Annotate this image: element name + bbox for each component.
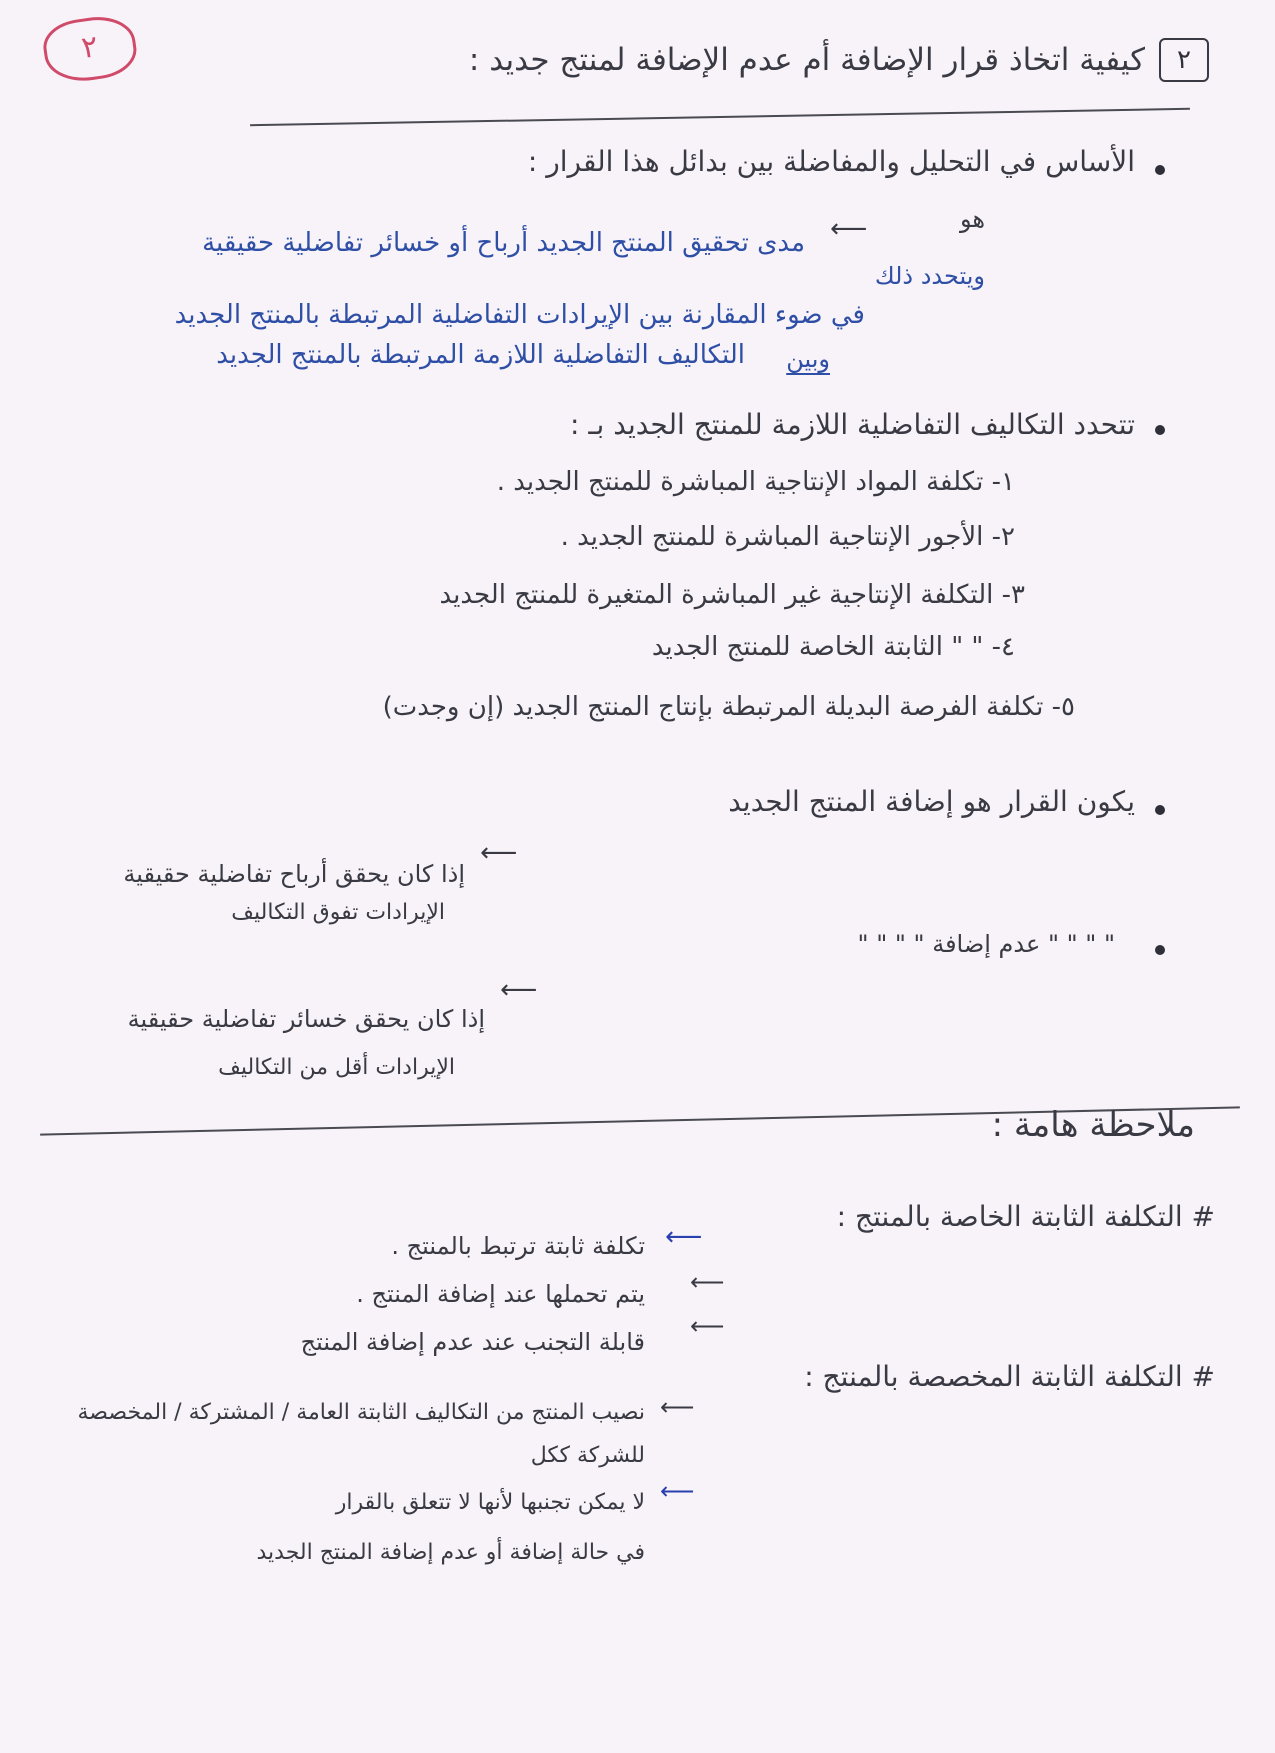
- arrow-left-icon: ⟵: [830, 214, 868, 244]
- arrow-left-icon: ⟵: [500, 975, 538, 1005]
- fixed-allocated-item-2a: لا يمكن تجنبها لأنها لا تتعلق بالقرار: [335, 1490, 645, 1515]
- decision-add: يكون القرار هو إضافة المنتج الجديد: [728, 785, 1135, 818]
- bullet: [1155, 945, 1165, 955]
- fixed-allocated-item-2b: في حالة إضافة أو عدم إضافة المنتج الجديد: [256, 1540, 645, 1565]
- fixed-specific-heading: # التكلفة الثابتة الخاصة بالمنتج :: [836, 1200, 1215, 1233]
- basis-detail: مدى تحقيق المنتج الجديد أرباح أو خسائر تفاضلية حقيقية: [202, 228, 805, 258]
- costs-item-5: ٥- تكلفة الفرصة البديلة المرتبطة بإنتاج المنتج الجديد (إن وجدت): [382, 692, 1075, 722]
- bullet: [1155, 805, 1165, 815]
- arrow-left-icon: ⟵: [690, 1312, 725, 1340]
- basis-arrow-word: هو: [959, 205, 985, 233]
- fixed-specific-item-2: يتم تحملها عند إضافة المنتج .: [356, 1280, 645, 1308]
- decision-add-condition: إذا كان يحقق أرباح تفاضلية حقيقية: [123, 860, 465, 888]
- title-underline: [250, 108, 1190, 126]
- arrow-left-icon: ⟵: [660, 1477, 695, 1505]
- bullet: [1155, 425, 1165, 435]
- decision-add-note: الإيرادات تفوق التكاليف: [231, 900, 445, 925]
- determined-word-2: وبين: [786, 345, 830, 373]
- costs-item-1: ١- تكلفة المواد الإنتاجية المباشرة للمنتج الجديد .: [496, 467, 1015, 497]
- determined-detail-2: التكاليف التفاضلية اللازمة المرتبطة بالمنتج الجديد: [216, 340, 745, 370]
- page-number-badge: ٢: [40, 12, 140, 86]
- costs-heading: تتحدد التكاليف التفاضلية اللازمة للمنتج الجديد بـ :: [570, 408, 1135, 441]
- arrow-left-icon: ⟵: [690, 1268, 725, 1296]
- page-title: كيفية اتخاذ قرار الإضافة أم عدم الإضافة لمنتج جديد :: [468, 42, 1145, 78]
- costs-item-3: ٣- التكلفة الإنتاجية غير المباشرة المتغيرة للمنتج الجديد: [439, 580, 1025, 610]
- fixed-specific-item-1: تكلفة ثابتة ترتبط بالمنتج .: [391, 1232, 645, 1260]
- basis-line: الأساس في التحليل والمفاضلة بين بدائل هذا القرار :: [527, 145, 1135, 178]
- determined-detail-1: في ضوء المقارنة بين الإيرادات التفاضلية المرتبطة بالمنتج الجديد: [174, 300, 865, 330]
- decision-not-add-condition: إذا كان يحقق خسائر تفاضلية حقيقية: [127, 1005, 485, 1033]
- section-number: ٢: [1159, 38, 1209, 82]
- costs-item-4: ٤- " " الثابتة الخاصة للمنتج الجديد: [651, 632, 1015, 662]
- costs-item-2: ٢- الأجور الإنتاجية المباشرة للمنتج الجديد .: [560, 522, 1015, 552]
- arrow-left-icon: ⟵: [480, 838, 518, 868]
- important-note-title: ملاحظة هامة :: [991, 1105, 1195, 1145]
- fixed-specific-item-3: قابلة التجنب عند عدم إضافة المنتج: [300, 1328, 645, 1356]
- arrow-left-icon: ⟵: [665, 1222, 703, 1252]
- arrow-left-icon: ⟵: [660, 1393, 695, 1421]
- bullet: [1155, 165, 1165, 175]
- determined-word: ويتحدد ذلك: [874, 262, 985, 290]
- fixed-allocated-item-1b: للشركة ككل: [530, 1443, 645, 1468]
- decision-not-add-note: الإيرادات أقل من التكاليف: [218, 1055, 455, 1080]
- fixed-allocated-item-1a: نصيب المنتج من التكاليف الثابتة العامة / المشتركة / المخصصة: [77, 1400, 645, 1425]
- decision-not-add: " " " " عدم إضافة " " " ": [857, 930, 1115, 958]
- fixed-allocated-heading: # التكلفة الثابتة المخصصة بالمنتج :: [804, 1360, 1215, 1393]
